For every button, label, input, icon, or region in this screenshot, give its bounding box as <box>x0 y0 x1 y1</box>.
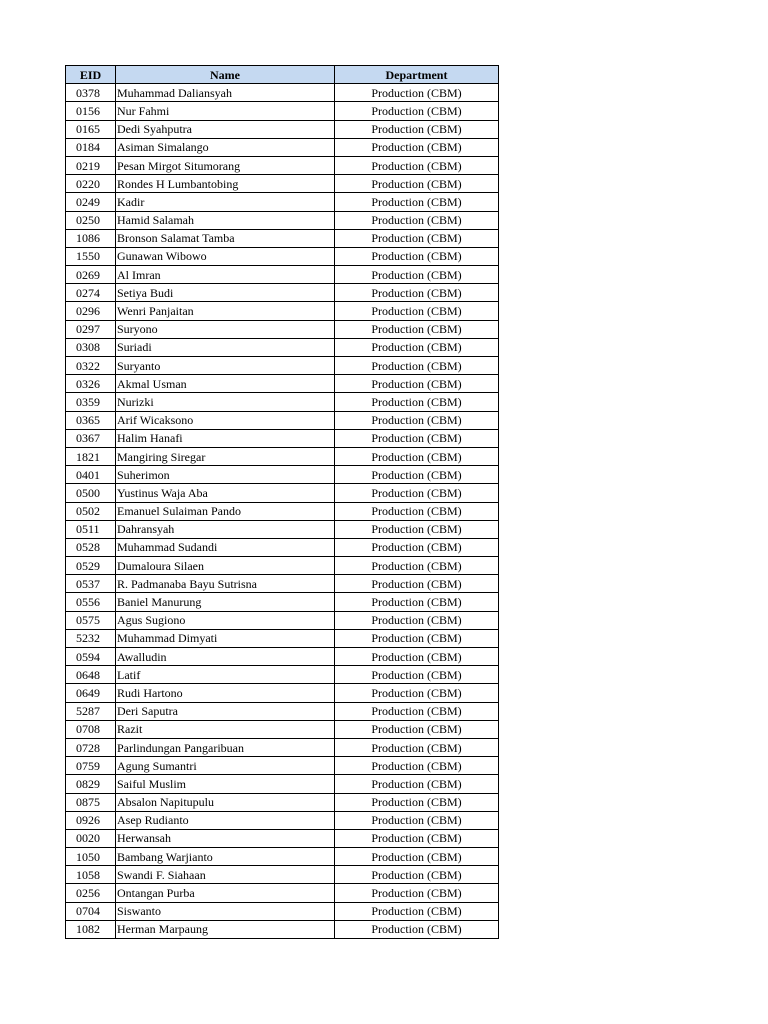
table-row <box>66 284 499 302</box>
cell-name: Absalon Napitupulu <box>116 793 335 811</box>
table-row <box>66 666 499 684</box>
cell-department: Production (CBM) <box>335 320 499 338</box>
cell-eid: 1550 <box>66 247 116 265</box>
table-row <box>66 502 499 520</box>
cell-name: Awalludin <box>116 648 335 666</box>
cell-department: Production (CBM) <box>335 648 499 666</box>
cell-name: Nur Fahmi <box>116 102 335 120</box>
cell-eid: 1058 <box>66 866 116 884</box>
cell-eid: 0359 <box>66 393 116 411</box>
cell-name: Yustinus Waja Aba <box>116 484 335 502</box>
cell-department: Production (CBM) <box>335 811 499 829</box>
cell-eid: 0156 <box>66 102 116 120</box>
cell-eid: 0556 <box>66 593 116 611</box>
table-row <box>66 447 499 465</box>
cell-department: Production (CBM) <box>335 684 499 702</box>
cell-department: Production (CBM) <box>335 266 499 284</box>
cell-name: Setiya Budi <box>116 284 335 302</box>
cell-department: Production (CBM) <box>335 156 499 174</box>
table-row <box>66 738 499 756</box>
cell-name: Suryanto <box>116 357 335 375</box>
cell-eid: 0759 <box>66 757 116 775</box>
cell-department: Production (CBM) <box>335 211 499 229</box>
table-row <box>66 411 499 429</box>
cell-eid: 0326 <box>66 375 116 393</box>
table-row <box>66 920 499 938</box>
table-row <box>66 793 499 811</box>
cell-name: Suherimon <box>116 466 335 484</box>
cell-department: Production (CBM) <box>335 629 499 647</box>
table-row <box>66 538 499 556</box>
cell-name: Rondes H Lumbantobing <box>116 175 335 193</box>
cell-name: Suryono <box>116 320 335 338</box>
cell-name: Nurizki <box>116 393 335 411</box>
cell-department: Production (CBM) <box>335 229 499 247</box>
cell-eid: 0708 <box>66 720 116 738</box>
cell-department: Production (CBM) <box>335 757 499 775</box>
table-header <box>66 66 499 84</box>
table-row <box>66 648 499 666</box>
cell-eid: 0269 <box>66 266 116 284</box>
cell-name: Parlindungan Pangaribuan <box>116 738 335 756</box>
cell-name: Latif <box>116 666 335 684</box>
cell-eid: 0875 <box>66 793 116 811</box>
table-row <box>66 884 499 902</box>
cell-department: Production (CBM) <box>335 902 499 920</box>
table-row <box>66 429 499 447</box>
cell-department: Production (CBM) <box>335 138 499 156</box>
cell-eid: 0594 <box>66 648 116 666</box>
cell-eid: 0575 <box>66 611 116 629</box>
cell-eid: 1082 <box>66 920 116 938</box>
table-row <box>66 156 499 174</box>
cell-department: Production (CBM) <box>335 866 499 884</box>
header-row <box>66 66 499 84</box>
table-row <box>66 902 499 920</box>
cell-name: Dedi Syahputra <box>116 120 335 138</box>
cell-eid: 0020 <box>66 829 116 847</box>
cell-department: Production (CBM) <box>335 84 499 102</box>
cell-name: Ontangan Purba <box>116 884 335 902</box>
cell-eid: 0401 <box>66 466 116 484</box>
cell-department: Production (CBM) <box>335 611 499 629</box>
cell-name: Bambang Warjianto <box>116 848 335 866</box>
header-eid: EID <box>66 66 116 84</box>
cell-name: Baniel Manurung <box>116 593 335 611</box>
cell-eid: 0502 <box>66 502 116 520</box>
cell-department: Production (CBM) <box>335 393 499 411</box>
cell-department: Production (CBM) <box>335 666 499 684</box>
cell-name: Akmal Usman <box>116 375 335 393</box>
cell-name: Agung Sumantri <box>116 757 335 775</box>
table-row <box>66 375 499 393</box>
table-row <box>66 102 499 120</box>
cell-name: R. Padmanaba Bayu Sutrisna <box>116 575 335 593</box>
cell-department: Production (CBM) <box>335 466 499 484</box>
table-row <box>66 829 499 847</box>
cell-department: Production (CBM) <box>335 375 499 393</box>
cell-name: Muhammad Sudandi <box>116 538 335 556</box>
cell-eid: 0378 <box>66 84 116 102</box>
cell-name: Hamid Salamah <box>116 211 335 229</box>
cell-department: Production (CBM) <box>335 102 499 120</box>
cell-eid: 0249 <box>66 193 116 211</box>
table-row <box>66 247 499 265</box>
cell-eid: 1050 <box>66 848 116 866</box>
header-name: Name <box>116 66 335 84</box>
table-row <box>66 848 499 866</box>
cell-eid: 0250 <box>66 211 116 229</box>
cell-department: Production (CBM) <box>335 447 499 465</box>
cell-department: Production (CBM) <box>335 484 499 502</box>
cell-name: Wenri Panjaitan <box>116 302 335 320</box>
table-row <box>66 702 499 720</box>
cell-name: Kadir <box>116 193 335 211</box>
table-row <box>66 593 499 611</box>
cell-eid: 0308 <box>66 338 116 356</box>
cell-department: Production (CBM) <box>335 793 499 811</box>
cell-eid: 0296 <box>66 302 116 320</box>
cell-name: Halim Hanafi <box>116 429 335 447</box>
cell-eid: 5232 <box>66 629 116 647</box>
cell-name: Pesan Mirgot Situmorang <box>116 156 335 174</box>
table-row <box>66 138 499 156</box>
cell-name: Deri Saputra <box>116 702 335 720</box>
cell-eid: 0365 <box>66 411 116 429</box>
table-row <box>66 757 499 775</box>
table-row <box>66 575 499 593</box>
cell-department: Production (CBM) <box>335 502 499 520</box>
cell-name: Emanuel Sulaiman Pando <box>116 502 335 520</box>
cell-department: Production (CBM) <box>335 247 499 265</box>
cell-name: Asep Rudianto <box>116 811 335 829</box>
table-row <box>66 338 499 356</box>
cell-department: Production (CBM) <box>335 738 499 756</box>
table-row <box>66 266 499 284</box>
cell-name: Razit <box>116 720 335 738</box>
cell-department: Production (CBM) <box>335 175 499 193</box>
cell-department: Production (CBM) <box>335 193 499 211</box>
table-row <box>66 84 499 102</box>
table-row <box>66 684 499 702</box>
table-row <box>66 629 499 647</box>
cell-name: Rudi Hartono <box>116 684 335 702</box>
cell-eid: 0537 <box>66 575 116 593</box>
cell-department: Production (CBM) <box>335 429 499 447</box>
cell-name: Gunawan Wibowo <box>116 247 335 265</box>
table-row <box>66 611 499 629</box>
cell-eid: 0528 <box>66 538 116 556</box>
table-row <box>66 811 499 829</box>
table-row <box>66 520 499 538</box>
cell-eid: 0704 <box>66 902 116 920</box>
cell-department: Production (CBM) <box>335 520 499 538</box>
cell-department: Production (CBM) <box>335 775 499 793</box>
cell-name: Al Imran <box>116 266 335 284</box>
table-row <box>66 357 499 375</box>
cell-eid: 0165 <box>66 120 116 138</box>
table-row <box>66 557 499 575</box>
table-row <box>66 484 499 502</box>
table-row <box>66 302 499 320</box>
cell-name: Agus Sugiono <box>116 611 335 629</box>
cell-name: Bronson Salamat Tamba <box>116 229 335 247</box>
cell-eid: 0829 <box>66 775 116 793</box>
cell-department: Production (CBM) <box>335 720 499 738</box>
cell-eid: 0500 <box>66 484 116 502</box>
cell-department: Production (CBM) <box>335 575 499 593</box>
cell-name: Muhammad Daliansyah <box>116 84 335 102</box>
header-department: Department <box>335 66 499 84</box>
cell-department: Production (CBM) <box>335 120 499 138</box>
table-row <box>66 866 499 884</box>
table-row <box>66 775 499 793</box>
cell-eid: 0220 <box>66 175 116 193</box>
cell-name: Arif Wicaksono <box>116 411 335 429</box>
cell-eid: 0926 <box>66 811 116 829</box>
cell-name: Asiman Simalango <box>116 138 335 156</box>
cell-eid: 1086 <box>66 229 116 247</box>
cell-eid: 0322 <box>66 357 116 375</box>
cell-eid: 0184 <box>66 138 116 156</box>
cell-name: Suriadi <box>116 338 335 356</box>
cell-eid: 0511 <box>66 520 116 538</box>
table-row <box>66 193 499 211</box>
table-row <box>66 720 499 738</box>
cell-eid: 5287 <box>66 702 116 720</box>
cell-department: Production (CBM) <box>335 702 499 720</box>
cell-department: Production (CBM) <box>335 557 499 575</box>
cell-department: Production (CBM) <box>335 284 499 302</box>
employee-table <box>65 65 499 939</box>
cell-department: Production (CBM) <box>335 920 499 938</box>
cell-name: Saiful Muslim <box>116 775 335 793</box>
table-row <box>66 175 499 193</box>
cell-eid: 0219 <box>66 156 116 174</box>
cell-name: Dahransyah <box>116 520 335 538</box>
cell-eid: 0728 <box>66 738 116 756</box>
table-row <box>66 466 499 484</box>
cell-eid: 0529 <box>66 557 116 575</box>
cell-department: Production (CBM) <box>335 538 499 556</box>
table-body <box>66 84 499 939</box>
cell-name: Dumaloura Silaen <box>116 557 335 575</box>
cell-department: Production (CBM) <box>335 884 499 902</box>
cell-department: Production (CBM) <box>335 829 499 847</box>
cell-eid: 0648 <box>66 666 116 684</box>
table-row <box>66 120 499 138</box>
cell-name: Herman Marpaung <box>116 920 335 938</box>
cell-department: Production (CBM) <box>335 411 499 429</box>
cell-name: Swandi F. Siahaan <box>116 866 335 884</box>
cell-department: Production (CBM) <box>335 593 499 611</box>
table-row <box>66 229 499 247</box>
table-row <box>66 393 499 411</box>
cell-department: Production (CBM) <box>335 357 499 375</box>
cell-department: Production (CBM) <box>335 338 499 356</box>
cell-eid: 0367 <box>66 429 116 447</box>
cell-name: Muhammad Dimyati <box>116 629 335 647</box>
cell-department: Production (CBM) <box>335 848 499 866</box>
cell-eid: 0649 <box>66 684 116 702</box>
cell-department: Production (CBM) <box>335 302 499 320</box>
cell-eid: 0256 <box>66 884 116 902</box>
table-row <box>66 320 499 338</box>
cell-eid: 0297 <box>66 320 116 338</box>
cell-eid: 1821 <box>66 447 116 465</box>
cell-name: Siswanto <box>116 902 335 920</box>
cell-name: Mangiring Siregar <box>116 447 335 465</box>
table-row <box>66 211 499 229</box>
cell-eid: 0274 <box>66 284 116 302</box>
cell-name: Herwansah <box>116 829 335 847</box>
